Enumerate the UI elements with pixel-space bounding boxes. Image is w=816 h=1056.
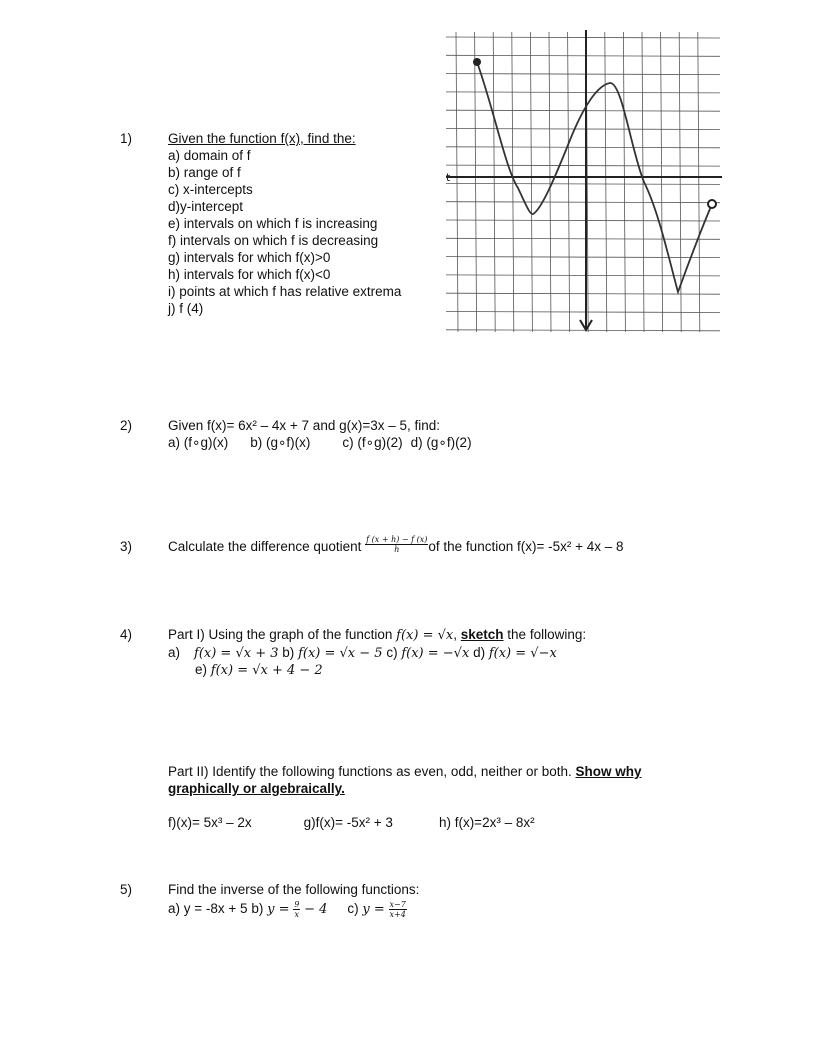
q5-c-numerator: x−7 — [389, 900, 406, 909]
q2-part-b: b) (g∘f)(x) — [250, 435, 311, 450]
q3-prompt-end: of the function f(x)= -5x² + 4x – 8 — [428, 539, 624, 554]
q4-c-expr: f(x) = −√x — [401, 646, 470, 661]
q1-item-e: e) intervals on which f is increasing — [168, 216, 378, 231]
grid-line-horizontal — [446, 165, 720, 166]
grid-line-horizontal — [446, 129, 720, 130]
q5-b-denominator: x — [294, 910, 300, 919]
q1-item-f: f) intervals on which f is decreasing — [168, 233, 379, 248]
q4-part1-end: the following: — [507, 627, 587, 642]
q1-item-b: b) range of f — [168, 165, 241, 180]
grid-line-horizontal — [446, 275, 720, 276]
q3-number: 3) — [120, 539, 133, 554]
grid-line-horizontal — [446, 183, 720, 184]
q4-e-expr: f(x) = √x + 4 − 2 — [210, 663, 323, 678]
q5-part-a: a) y = -8x + 5 — [168, 901, 248, 917]
fraction-denominator: h — [394, 544, 400, 554]
q5-c-fraction — [389, 900, 407, 919]
q4-function-h: h) f(x)=2x³ – 8x² — [438, 815, 535, 830]
q2-parts — [168, 434, 472, 451]
q1-item-a: a) domain of f — [168, 148, 251, 163]
grid-line-vertical — [512, 32, 514, 332]
q2-number: 2) — [120, 418, 133, 433]
q4-function-f: f)(x)= 5x³ – 2x — [168, 815, 252, 830]
grid-line-vertical — [698, 32, 700, 332]
q1-item-c: c) x-intercepts — [168, 182, 253, 197]
q4-number: 4) — [120, 627, 133, 642]
q5-b-rest: − 4 — [304, 902, 328, 918]
q2-prompt: Given f(x)= 6x² – 4x + 7 and g(x)=3x – 5, find: — [168, 418, 441, 433]
q5-b-label: b) — [251, 901, 264, 917]
q5-b-numerator: 9 — [294, 900, 300, 909]
q2-part-a: a) (f∘g)(x) — [168, 435, 229, 450]
open-endpoint-marker — [708, 200, 716, 208]
q4-c-label: c) — [386, 645, 398, 660]
show-why-emphasis: Show why — [575, 764, 642, 779]
q4-function-g: g)f(x)= -5x² + 3 — [303, 815, 393, 830]
grid-line-horizontal — [446, 220, 720, 221]
grid-line-vertical — [623, 32, 625, 332]
q3-prompt-start: Calculate the difference quotient — [168, 539, 362, 554]
q4-part1-prompt — [168, 626, 586, 644]
q4-e-row — [195, 661, 323, 679]
q1-item-g: g) intervals for which f(x)>0 — [168, 250, 331, 265]
fraction-numerator: f (x + h) − f (x) — [366, 534, 428, 544]
q4-part2-prompt — [168, 763, 642, 780]
closed-endpoint-marker — [473, 58, 481, 66]
q4-part1-start: Part I) Using the graph of the function — [168, 627, 393, 642]
grid-line-vertical — [549, 32, 551, 332]
q5-c-label: c) — [347, 901, 359, 917]
grid-line-horizontal — [446, 330, 720, 331]
q1-function-graph — [446, 30, 722, 336]
q5-prompt: Find the inverse of the following functions: — [168, 882, 420, 897]
q2-part-d: d) (g∘f)(2) — [410, 435, 472, 450]
q5-number: 5) — [120, 882, 133, 897]
grid-line-vertical — [475, 32, 477, 332]
q5-c-denominator: x+4 — [389, 910, 406, 919]
grid-line-horizontal — [446, 55, 720, 56]
q1-item-d: d)y-intercept — [168, 199, 244, 214]
q1-item-h: h) intervals for which f(x)<0 — [168, 267, 331, 282]
q4-b-expr: f(x) = √x − 5 — [298, 646, 383, 661]
grid-line-horizontal — [446, 257, 720, 258]
q1-number: 1) — [120, 131, 133, 146]
grid-line-horizontal — [446, 74, 720, 75]
grid-line-horizontal — [446, 312, 720, 313]
q1-item-i: i) points at which f has relative extrema — [168, 284, 402, 299]
graph-axis-label: t — [446, 171, 451, 184]
q5-b-fraction — [293, 900, 300, 919]
q1-prompt: Given the function f(x), find the: — [168, 131, 356, 146]
q4-part2-emphasis-line2: graphically or algebraically. — [168, 781, 345, 796]
q5-b-lhs: y = — [267, 902, 290, 918]
q4-d-expr: f(x) = √−x — [488, 646, 557, 661]
grid-line-horizontal — [446, 202, 720, 203]
q4-transformations-row — [168, 644, 557, 662]
q4-part2-functions — [168, 814, 535, 831]
q4-a-expr: f(x) = √x + 3 — [194, 646, 279, 661]
grid-line-horizontal — [446, 238, 720, 239]
q5-c-lhs: y = — [362, 902, 385, 918]
q3-prompt — [168, 534, 624, 555]
grid-line-vertical — [456, 32, 458, 332]
q4-part1-comma: , — [453, 627, 457, 642]
grid-line-vertical — [530, 32, 532, 332]
q4-part2-start: Part II) Identify the following functions as even, odd, neither or both. — [168, 764, 572, 779]
difference-quotient-fraction — [365, 535, 428, 554]
q2-part-c: c) (f∘g)(2) — [342, 435, 403, 450]
grid-line-horizontal — [446, 293, 720, 294]
grid-line-vertical — [605, 32, 607, 332]
grid-line-horizontal — [446, 147, 720, 148]
grid-line-vertical — [493, 32, 495, 332]
q4-b-label: b) — [282, 645, 295, 660]
q1-item-j: j) f (4) — [168, 301, 204, 316]
q4-a-label: a) — [168, 645, 181, 660]
grid-line-vertical — [568, 32, 570, 332]
q4-d-label: d) — [473, 645, 486, 660]
grid-line-vertical — [661, 32, 663, 332]
sketch-keyword: sketch — [460, 627, 504, 642]
q5-parts — [168, 900, 407, 919]
q4-e-label: e) — [195, 662, 208, 677]
sqrt-function-expr: f(x) = √x — [396, 628, 454, 643]
